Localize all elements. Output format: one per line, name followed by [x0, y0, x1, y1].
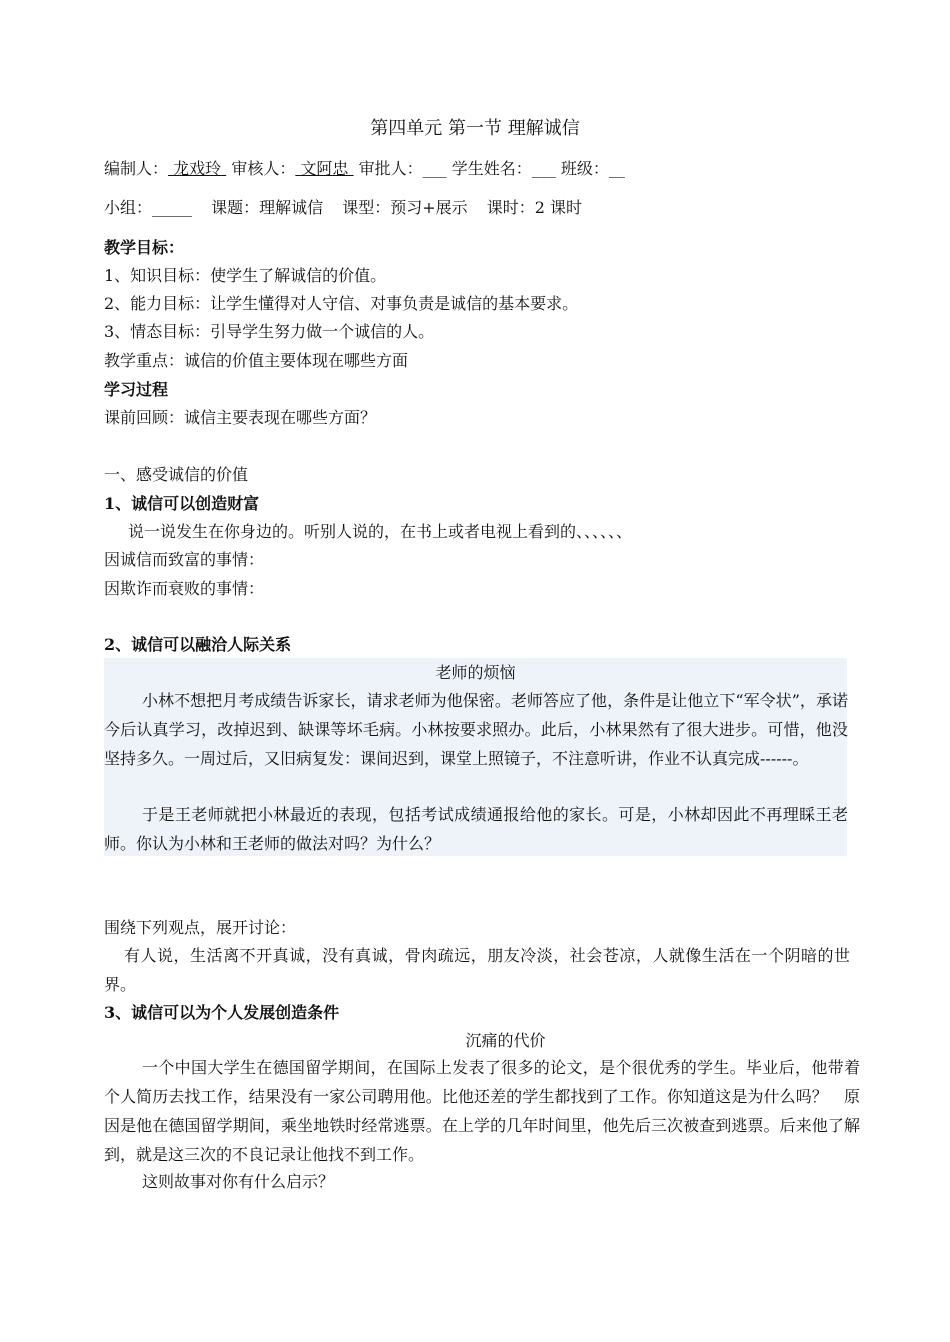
- decline-by-fraud-line: 因欺诈而衰败的事情：: [104, 579, 265, 598]
- page-title: 第四单元 第一节 理解诚信: [370, 118, 580, 139]
- class-blank: __: [608, 159, 625, 178]
- story-1-paragraph-2: 于是王老师就把小林最近的表现，包括考试成绩通报给他的家长。可是，小林却因此不再理睬王老师。你认为小林和王老师的做法对吗？为什么？: [104, 805, 848, 853]
- story-1-title: 老师的烦恼: [435, 663, 516, 682]
- class-label: 班级：: [560, 159, 609, 178]
- point-1-heading: 1、诚信可以创造财富: [104, 494, 260, 513]
- reviewer-label: 审核人：: [231, 159, 296, 178]
- discussion-viewpoint: 有人说，生活离不开真诚，没有真诚，骨肉疏远，朋友冷淡，社会苍凉，人就像生活在一个阴暗的世界。: [104, 946, 850, 994]
- meta-line-2: [104, 198, 582, 218]
- approver-label: 审批人：: [358, 159, 423, 178]
- rich-by-honesty-line: 因诚信而致富的事情：: [104, 550, 265, 569]
- discussion-prompt: 围绕下列观点，展开讨论：: [104, 918, 297, 937]
- point-1-prompt: 说一说发生在你身边的。听别人说的，在书上或者电视上看到的、、、、、、: [128, 522, 633, 541]
- objective-item: 3、情态目标：引导学生努力做一个诚信的人。: [104, 322, 435, 341]
- editor-name: 龙戏玲: [173, 159, 222, 178]
- objective-item: 2、能力目标：让学生懂得对人守信、对事负责是诚信的基本要求。: [104, 294, 579, 313]
- point-3-heading: 3、诚信可以为个人发展创造条件: [104, 1003, 340, 1022]
- editor-label: 编制人：: [104, 159, 169, 178]
- story-2-question: 这则故事对你有什么启示？: [142, 1172, 335, 1191]
- approver-blank: ___: [422, 159, 447, 178]
- section-title: 一、感受诚信的价值: [104, 465, 249, 484]
- key-point: 教学重点：诚信的价值主要体现在哪些方面: [104, 351, 409, 370]
- lesson-topic: 课题：理解诚信: [211, 198, 324, 217]
- lesson-hours: 课时：2 课时: [486, 198, 583, 217]
- lesson-type: 课型：预习+展示: [342, 198, 468, 217]
- group-label: 小组：: [104, 198, 153, 217]
- reviewer-name: 文阿忠: [300, 159, 349, 178]
- student-blank: ___: [531, 159, 556, 178]
- story-2-paragraph: 一个中国大学生在德国留学期间，在国际上发表了很多的论文，是个很优秀的学生。毕业后，他带着个人简历去找工作，结果没有一家公司聘用他。比他还差的学生都找到了工作。你知道这是为什么吗？ 原因是他在德国留学期间，乘坐地铁时经常逃票。在上学的几年时间里，他先后三次被查到逃票。后来他了解到，就是这三次的不良记录让他找不到工作。: [104, 1058, 860, 1164]
- student-label: 学生姓名：: [451, 159, 532, 178]
- process-heading: 学习过程: [104, 380, 169, 399]
- story-1-paragraph-1: 小林不想把月考成绩告诉家长，请求老师为他保密。老师答应了他，条件是让他立下“军令状”，承诺今后认真学习，改掉迟到、缺课等坏毛病。小林按要求照办。此后，小林果然有了很大进步。可惜，他没坚持多久。一周过后，又旧病复发：课间迟到，课堂上照镜子，不注意听讲，作业不认真完成------。: [104, 691, 848, 768]
- pre-class-review: 课前回顾：诚信主要表现在哪些方面？: [104, 408, 377, 427]
- point-2-heading: 2、诚信可以融洽人际关系: [104, 635, 292, 654]
- objectives-heading: 教学目标：: [104, 238, 185, 257]
- objective-item: 1、知识目标：使学生了解诚信的价值。: [104, 266, 387, 285]
- group-blank: _____: [152, 198, 193, 217]
- story-2-title: 沉痛的代价: [465, 1031, 546, 1050]
- meta-line-1: [104, 159, 625, 179]
